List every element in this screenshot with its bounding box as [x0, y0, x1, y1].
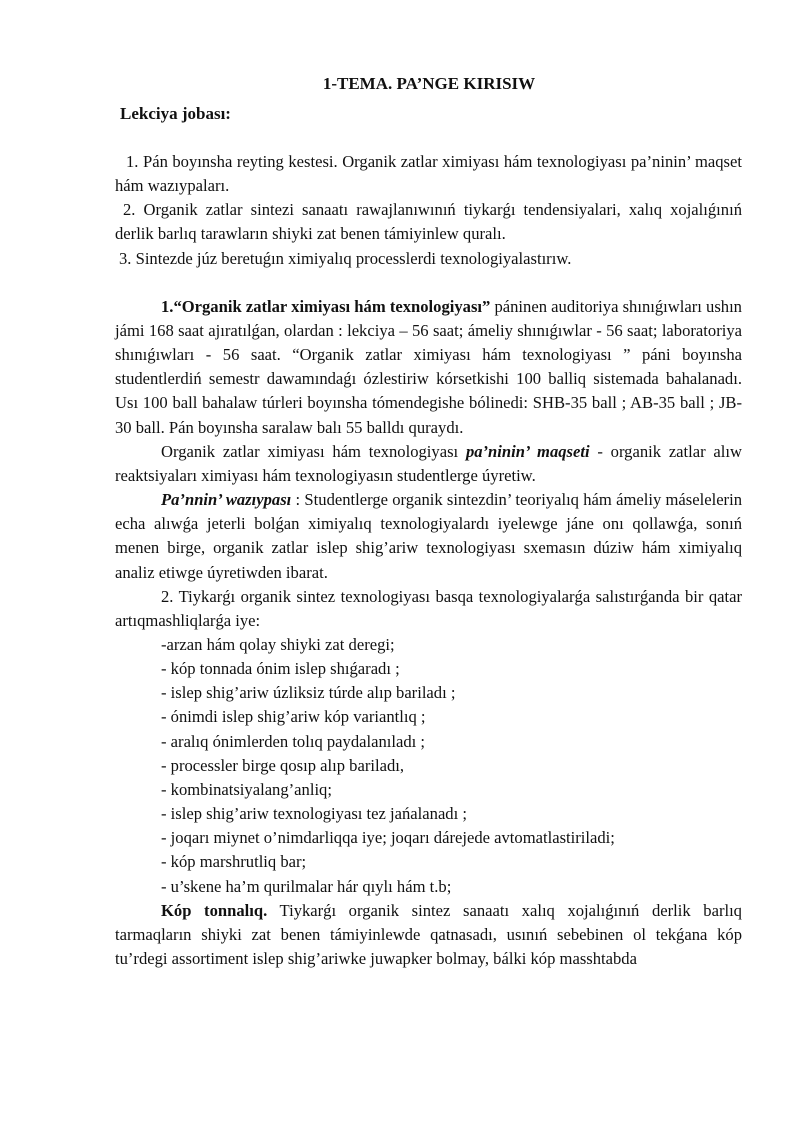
course-goal-label: pa’ninin’ maqseti	[465, 441, 590, 461]
tonnage-paragraph: Kóp tonnalıq. Tiykarǵı organik sintez sanaatı xalıq xojalıǵınıń derlik barlıq tarmaqların shiyki zat benen támiyinlewde qatnasadı, usınıń sebebinen ol tekǵana kóp tu’rdegi assortiment islep shig’ariwke juwapker bolmay, bálki kóp masshtabda	[115, 900, 742, 968]
list-item: - joqarı miynet o’nimdarliqqa iye; joqarı dárejede avtomatlastiriladi;	[161, 828, 615, 848]
course-name-bold: 1.“Organik zatlar ximiyası hám texnologiyası”	[161, 296, 491, 316]
course-tasks-paragraph: Pa’nnin’ wazıypası : Studentlerge organik sintezdin’ teoriyalıq hám ámeliy máselelerin echa alıwǵa jeterli bolǵan ximiyalıq texnologiyalardı iyelewge jáne onı qollawǵa, sonıń menen birge, organik zatlar islep shig’ariw texnologiyası sxemasın dúziw hám ximiyalıq analiz etiwge úyretiwden ibarat.	[115, 490, 742, 582]
course-tasks-label: Pa’nnin’ wazıypası	[161, 490, 292, 510]
list-item: - kóp marshrutliq bar;	[161, 852, 307, 872]
document-body	[115, 150, 742, 971]
advantages-intro: 2. Tiykarǵı organik sintez texnologiyası basqa texnologiyalarǵa salıstırǵanda bir qatar artıqmashliqlarǵa iye:	[115, 586, 742, 630]
list-item: - kombinatsiyalang’anliq;	[161, 779, 332, 799]
list-item: - u’skene ha’m qurilmalar hár qıylı hám t.b;	[161, 876, 452, 896]
lecture-plan-heading: Lekciya jobası:	[120, 104, 231, 123]
list-item: - islep shig’ariw texnologiyası tez jańalanadı ;	[161, 804, 467, 824]
tonnage-label: Kóp tonnalıq.	[161, 900, 268, 920]
page-title: 1-TEMA. PA’NGE KIRISIW	[322, 74, 536, 93]
list-item: - processler birge qosıp alıp bariladı,	[161, 755, 404, 775]
list-item: - aralıq ónimlerden tolıq paydalanıladı ;	[161, 731, 426, 751]
plan-item-1: 1. Pán boyınsha reyting kestesi. Organik zatlar ximiyası hám texnologiyası pa’ninin’ maqset hám wazıypaları.	[115, 152, 742, 196]
list-item: -arzan hám qolay shiyki zat deregi;	[161, 634, 395, 654]
list-item: - ónimdi islep shig’ariw kóp variantlıq ;	[161, 707, 426, 727]
course-goal-paragraph: Organik zatlar ximiyası hám texnologiyası pa’ninin’ maqseti - organik zatlar alıw reaktsiyaları ximiyası hám texnologiyasın studentlerge úyretiw.	[115, 441, 743, 485]
list-item: - islep shig’ariw úzliksiz túrde alıp bariladı ;	[161, 683, 456, 703]
plan-item-2: 2. Organik zatlar sintezi sanaatı rawajlanıwınıń tiykarǵı tendensiyalari, xalıq xojalıǵınıń derlik barlıq tarawların shiyki zat benen támiyinlew quralı.	[115, 200, 742, 244]
course-hours-text: páninen auditoriya shınıǵıwları ushın jámi 168 saat ajıratılǵan, olardan : lekciya – 56 saat; ámeliy shınıǵıwlar - 56 saat; laboratoriya shınıǵıwları - 56 saat. “Organik zatlar ximiyası hám texnologiyası ” páni boyınsha studentlerdiń semestr dawamındaǵı ózlestiriw kórsetkishi 100 balliq sistemada bahalanadı. Usı 100 ball bahalaw túrleri boyınsha tómendegishe bólinedi: SHB-35 ball ; AB-35 ball ; JB-30 ball. Pán boyınsha saralaw balı 55 balldı quraydı.	[115, 296, 742, 437]
course-hours-paragraph	[115, 295, 742, 440]
list-item: - kóp tonnada ónim islep shıǵaradı ;	[161, 659, 400, 679]
plan-item-3: 3. Sintezde júz beretuǵın ximiyalıq processlerdi texnologiyalastırıw.	[119, 248, 572, 268]
paragraph-gap	[115, 271, 742, 295]
